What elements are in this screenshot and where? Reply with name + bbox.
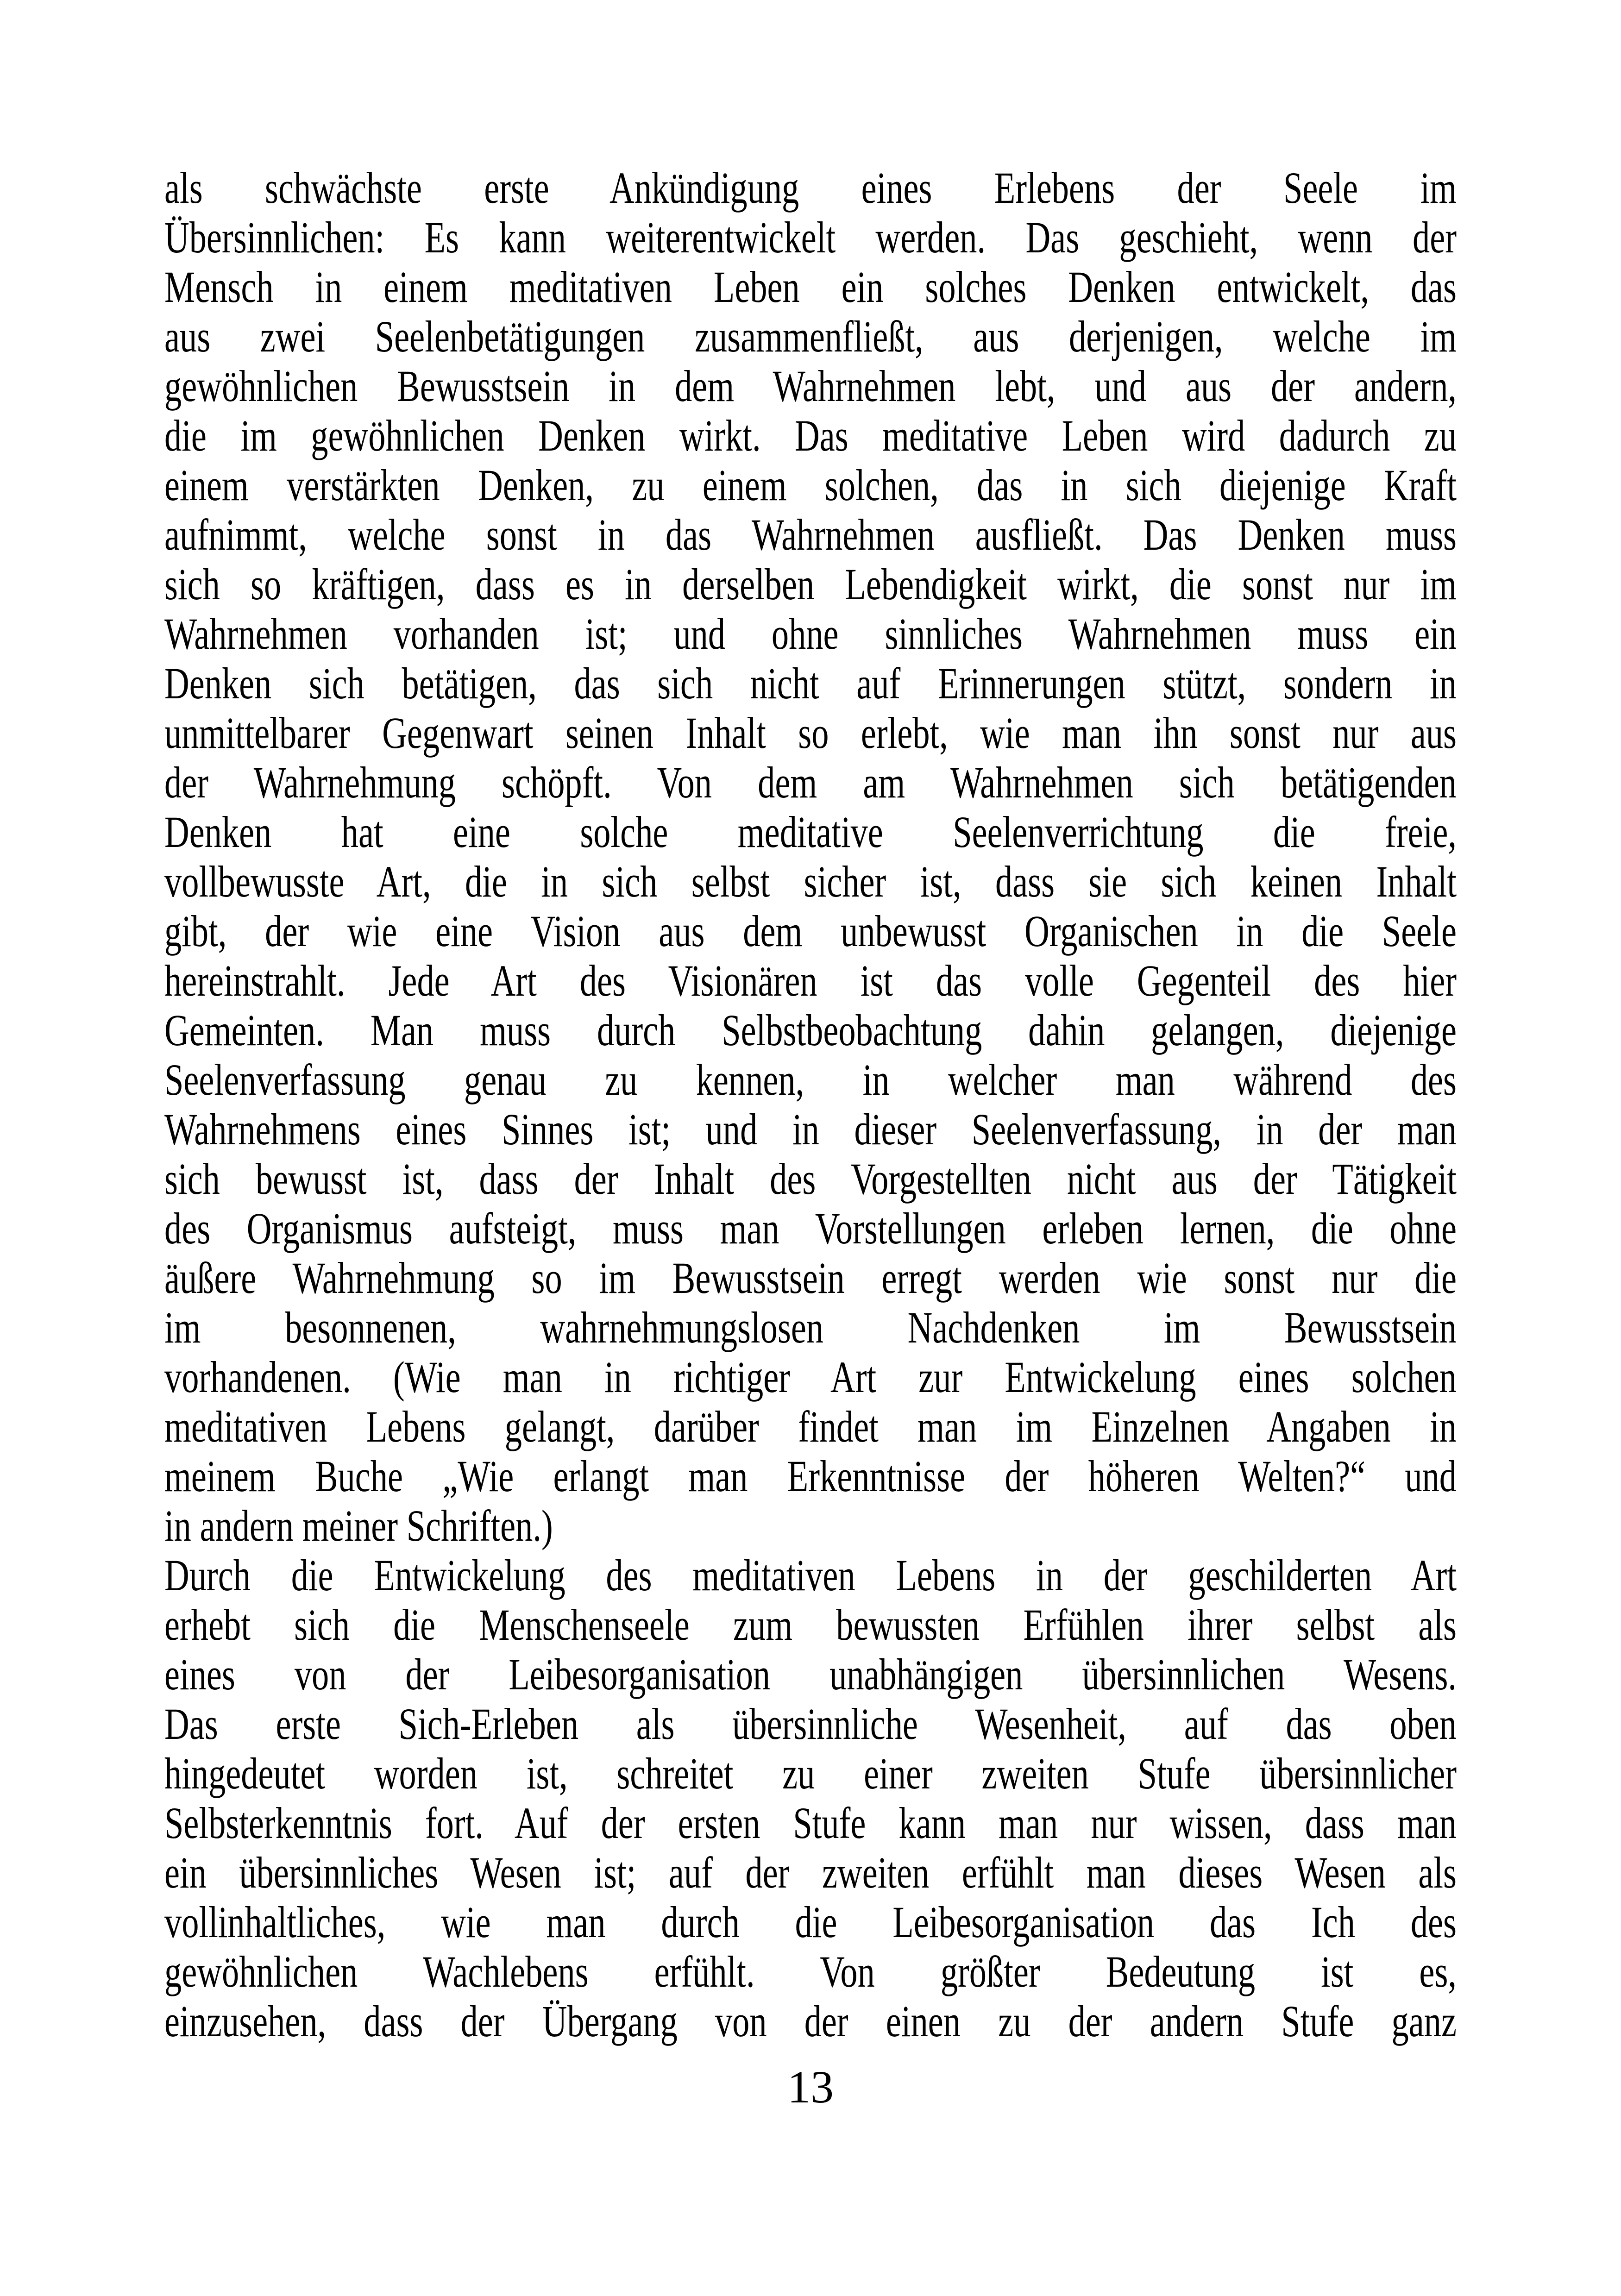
text-line: aus zwei Seelenbetätigungen zusammenfließt, aus derjenigen, welche im	[164, 312, 1457, 361]
text-line: vollinhaltliches, wie man durch die Leibesorganisation das Ich des	[164, 1897, 1457, 1947]
text-line: Wahrnehmen vorhanden ist; und ohne sinnliches Wahrnehmen muss ein	[164, 609, 1457, 659]
text-line: des Organismus aufsteigt, muss man Vorstellungen erleben lernen, die ohne	[164, 1204, 1457, 1253]
text-line: gewöhnlichen Wachlebens erfühlt. Von größter Bedeutung ist es,	[164, 1947, 1457, 1996]
text-line: vorhandenen. (Wie man in richtiger Art zur Entwickelung eines solchen	[164, 1352, 1457, 1402]
text-line: erhebt sich die Menschenseele zum bewussten Erfühlen ihrer selbst als	[164, 1600, 1457, 1650]
text-line: aufnimmt, welche sonst in das Wahrnehmen ausfließt. Das Denken muss	[164, 510, 1457, 559]
text-line: Gemeinten. Man muss durch Selbstbeobachtung dahin gelangen, diejenige	[164, 1005, 1457, 1055]
text-line: Mensch in einem meditativen Leben ein solches Denken entwickelt, das	[164, 262, 1457, 312]
text-line: Wahrnehmens eines Sinnes ist; und in dieser Seelenverfassung, in der man	[164, 1104, 1457, 1154]
text-line: Durch die Entwickelung des meditativen Lebens in der geschilderten Art	[164, 1550, 1457, 1600]
text-line: Übersinnlichen: Es kann weiterentwickelt werden. Das geschieht, wenn der	[164, 213, 1457, 262]
page-number: 13	[787, 2061, 834, 2113]
text-line: sich bewusst ist, dass der Inhalt des Vorgestellten nicht aus der Tätigkeit	[164, 1154, 1457, 1204]
text-line: Selbsterkenntnis fort. Auf der ersten Stufe kann man nur wissen, dass man	[164, 1798, 1457, 1848]
text-line: meditativen Lebens gelangt, darüber findet man im Einzelnen Angaben in	[164, 1402, 1457, 1451]
text-line: einzusehen, dass der Übergang von der einen zu der andern Stufe ganz	[164, 1996, 1457, 2046]
text-line: Seelenverfassung genau zu kennen, in welcher man während des	[164, 1055, 1457, 1104]
text-line: hingedeutet worden ist, schreitet zu einer zweiten Stufe übersinnlicher	[164, 1749, 1457, 1798]
text-line-paragraph-end: in andern meiner Schriften.)	[164, 1501, 553, 1550]
text-line: Denken sich betätigen, das sich nicht auf Erinnerungen stützt, sondern in	[164, 659, 1457, 708]
text-line: unmittelbarer Gegenwart seinen Inhalt so erlebt, wie man ihn sonst nur aus	[164, 708, 1457, 758]
text-line: Das erste Sich-Erleben als übersinnliche Wesenheit, auf das oben	[164, 1699, 1457, 1749]
text-line: sich so kräftigen, dass es in derselben Lebendigkeit wirkt, die sonst nur im	[164, 559, 1457, 609]
body-text	[164, 163, 1457, 2046]
text-line: eines von der Leibesorganisation unabhängigen übersinnlichen Wesens.	[164, 1650, 1457, 1699]
text-line: hereinstrahlt. Jede Art des Visionären ist das volle Gegenteil des hier	[164, 956, 1457, 1005]
text-line: meinem Buche „Wie erlangt man Erkenntnisse der höheren Welten?“ und	[164, 1451, 1457, 1501]
text-line: äußere Wahrnehmung so im Bewusstsein erregt werden wie sonst nur die	[164, 1253, 1457, 1303]
text-line: gibt, der wie eine Vision aus dem unbewusst Organischen in die Seele	[164, 906, 1457, 956]
text-line: als schwächste erste Ankündigung eines Erlebens der Seele im	[164, 163, 1457, 213]
text-line: Denken hat eine solche meditative Seelenverrichtung die freie,	[164, 807, 1457, 857]
text-line: vollbewusste Art, die in sich selbst sicher ist, dass sie sich keinen Inhalt	[164, 857, 1457, 906]
text-line: einem verstärkten Denken, zu einem solchen, das in sich diejenige Kraft	[164, 460, 1457, 510]
text-line: im besonnenen, wahrnehmungslosen Nachdenken im Bewusstsein	[164, 1303, 1457, 1352]
text-line: der Wahrnehmung schöpft. Von dem am Wahrnehmen sich betätigenden	[164, 758, 1457, 807]
text-line: gewöhnlichen Bewusstsein in dem Wahrnehmen lebt, und aus der andern,	[164, 361, 1457, 411]
text-line: die im gewöhnlichen Denken wirkt. Das meditative Leben wird dadurch zu	[164, 411, 1457, 460]
text-line: ein übersinnliches Wesen ist; auf der zweiten erfühlt man dieses Wesen als	[164, 1848, 1457, 1897]
